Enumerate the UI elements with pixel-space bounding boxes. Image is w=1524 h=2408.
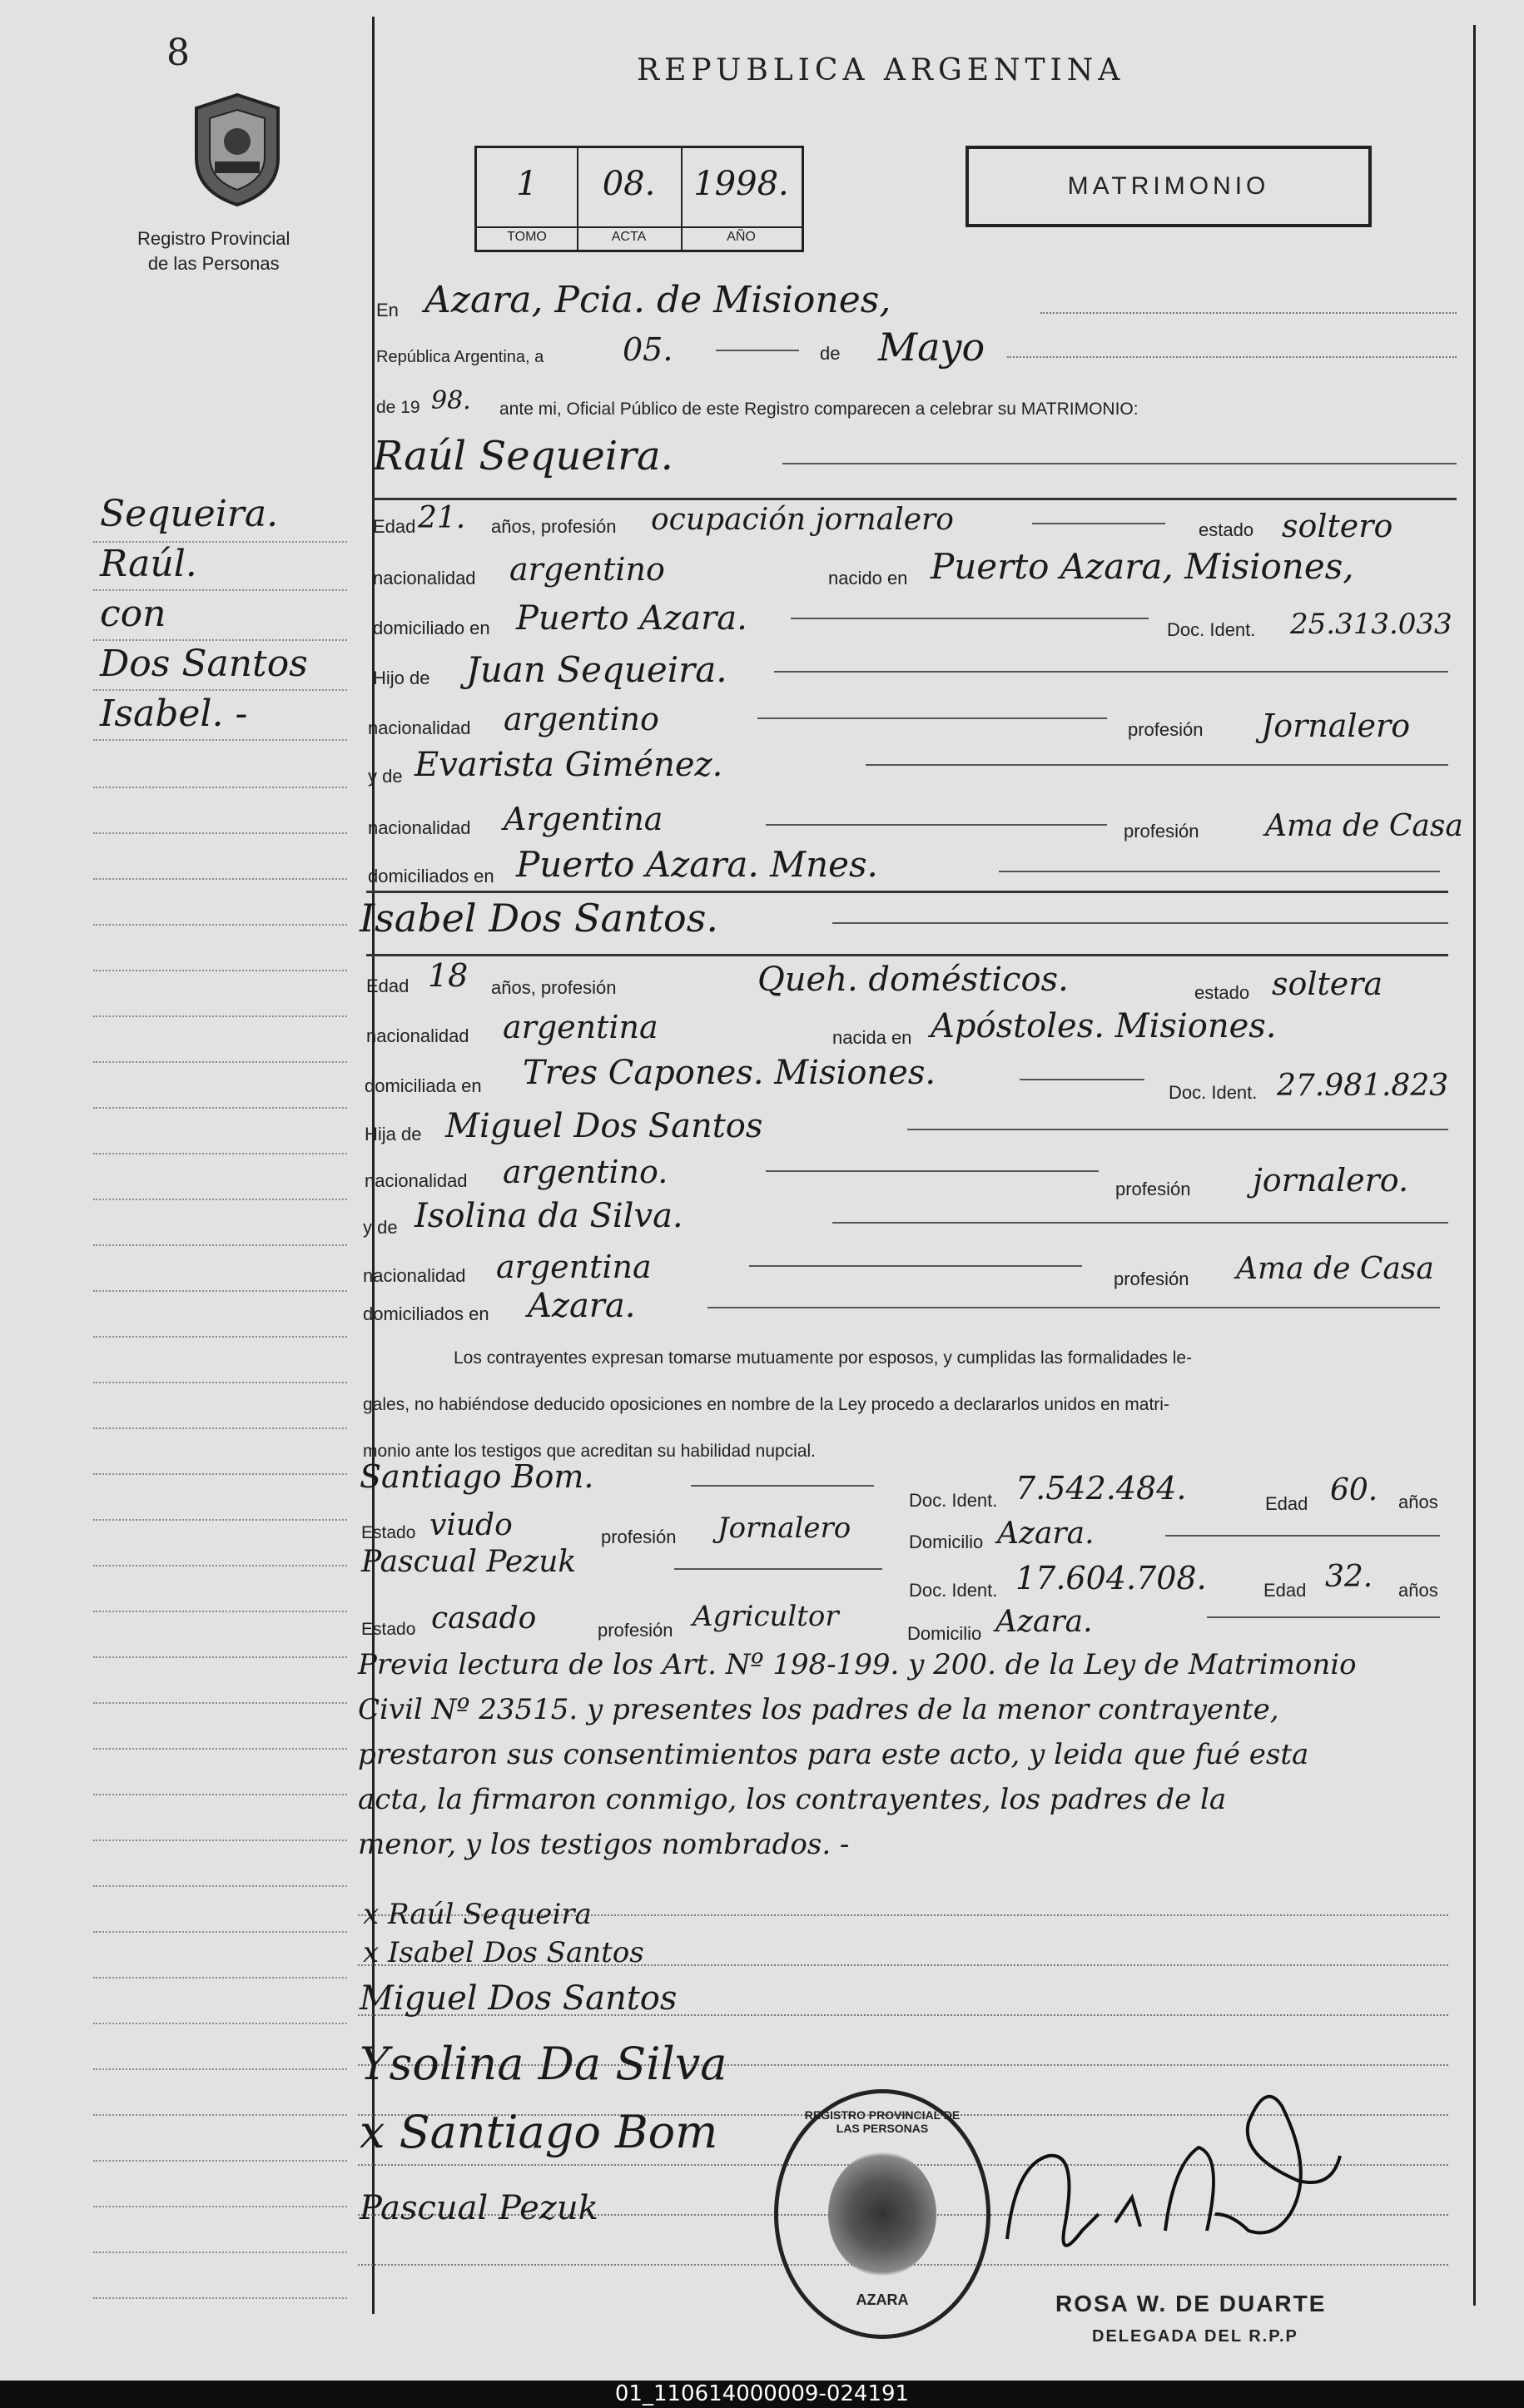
year-prefix: de 19 <box>376 398 420 417</box>
groom-father-name: Juan Sequeira. <box>466 649 727 690</box>
witness-2-name: Pascual Pezuk <box>361 1545 577 1579</box>
groom-mother-nat-label: nacionalidad <box>368 817 471 838</box>
acta-value: 08. <box>602 165 656 203</box>
witness-1-doc: 7.542.484. <box>1015 1470 1187 1507</box>
image-id-footer: 01_110614000009-024191 <box>0 2381 1524 2408</box>
groom-civil-status: soltero <box>1282 508 1393 544</box>
groom-domicilio-label: domiciliado en <box>373 618 490 638</box>
signature-groom: x Raúl Sequeira <box>363 1898 592 1931</box>
witness-1-estado-label: Estado <box>361 1523 416 1542</box>
witness-1-age: 60. <box>1330 1473 1378 1507</box>
page-title: REPUBLICA ARGENTINA <box>637 53 1125 87</box>
coat-of-arms-icon <box>185 92 290 208</box>
bride-estado-label: estado <box>1194 982 1250 1003</box>
witness-2-dom-label: Domicilio <box>907 1623 982 1644</box>
groom-estado-label: estado <box>1199 519 1254 540</box>
ceremony-year: 98. <box>431 386 471 415</box>
margin-note-line: con <box>100 593 166 635</box>
signature-bride-mother: Ysolina Da Silva <box>360 2038 727 2090</box>
acta-cell <box>577 148 683 250</box>
witness-2-civil-status: casado <box>431 1601 537 1636</box>
official-title: DELEGADA DEL R.P.P <box>1092 2327 1298 2346</box>
bride-profession: Queh. domésticos. <box>757 961 1069 999</box>
note-line: menor, y los testigos nombrados. - <box>358 1828 850 1861</box>
seal-text: REGISTRO PROVINCIAL DE LAS PERSONAS <box>804 2108 961 2135</box>
note-line: Civil Nº 23515. y presentes los padres de la menor contrayente, <box>358 1693 1279 1726</box>
groom-edad-label: Edad <box>373 516 416 537</box>
document-type-box: MATRIMONIO <box>966 146 1372 227</box>
bride-father-nationality: argentino. <box>503 1154 668 1190</box>
groom-years-profesion-label: años, profesión <box>491 516 617 537</box>
groom-nacido-label: nacido en <box>828 568 908 588</box>
groom-birthplace: Puerto Azara, Misiones, <box>931 546 1354 587</box>
ceremony-place: Azara, Pcia. de Misiones, <box>424 279 891 321</box>
witness-2-age: 32. <box>1325 1560 1373 1594</box>
registry-label: Registro Provincial de las Personas <box>137 228 290 274</box>
groom-nacionalidad-label: nacionalidad <box>373 568 476 588</box>
signature-witness-2: Pascual Pezuk <box>360 2189 598 2227</box>
witness-1-civil-status: viudo <box>429 1508 513 1542</box>
bride-edad-label: Edad <box>366 976 410 996</box>
bride-civil-status: soltera <box>1272 966 1383 1002</box>
witness-2-prof-label: profesión <box>598 1620 673 1641</box>
margin-note-line: Raúl. <box>100 543 197 585</box>
bride-father-profession: jornalero. <box>1253 1162 1409 1199</box>
bride-mother-name: Isolina da Silva. <box>415 1197 683 1235</box>
bride-mother-nat-label: nacionalidad <box>363 1265 466 1286</box>
margin-note-line: Isabel. - <box>100 693 248 735</box>
right-margin-rule <box>1473 25 1476 2306</box>
witness-1-domicile: Azara. <box>997 1517 1095 1551</box>
ceremony-month: Mayo <box>878 325 985 370</box>
bride-parents-domicile: Azara. <box>528 1287 636 1325</box>
witness-2-domicile: Azara. <box>995 1605 1093 1639</box>
witness-1-doc-label: Doc. Ident. <box>909 1490 998 1511</box>
bride-nationality: argentina <box>503 1009 658 1045</box>
groom-mother-profession: Ama de Casa <box>1265 809 1463 843</box>
groom-parents-dom-label: domiciliados en <box>368 866 494 886</box>
bride-mother-nationality: argentina <box>496 1249 652 1285</box>
signature-bride: x Isabel Dos Santos <box>363 1936 644 1969</box>
witness-2-doc: 17.604.708. <box>1015 1560 1207 1596</box>
ano-label: AÑO <box>681 226 802 245</box>
tomo-value: 1 <box>516 165 538 203</box>
ano-cell <box>681 148 802 250</box>
groom-father-nationality: argentino <box>504 701 659 737</box>
groom-doc-number: 25.313.033 <box>1290 608 1452 641</box>
bride-years-profesion-label: años, profesión <box>491 977 617 998</box>
witness-2-profession: Agricultor <box>693 1600 839 1633</box>
intro-statement: ante mi, Oficial Público de este Registro comparecen a celebrar su MATRIMONIO: <box>499 400 1139 419</box>
groom-profession: ocupación jornalero <box>651 503 954 537</box>
bride-name: Isabel Dos Santos. <box>360 896 718 941</box>
groom-hijo-label: Hijo de <box>373 668 430 688</box>
witness-2-estado-label: Estado <box>361 1620 416 1639</box>
witness-1-dom-label: Domicilio <box>909 1532 984 1552</box>
bride-domicile: Tres Capones. Misiones. <box>523 1054 936 1092</box>
ceremony-day: 05. <box>623 331 673 368</box>
witness-1-anos-label: años <box>1398 1492 1438 1512</box>
groom-father-nat-label: nacionalidad <box>368 717 471 738</box>
groom-domicile: Puerto Azara. <box>516 599 747 638</box>
official-name: ROSA W. DE DUARTE <box>1055 2291 1327 2316</box>
en-label: En <box>376 300 399 320</box>
bride-mother-prof-label: profesión <box>1114 1269 1189 1289</box>
groom-father-prof-label: profesión <box>1128 719 1204 740</box>
signature-bride-father: Miguel Dos Santos <box>360 1979 678 2018</box>
left-margin-rule <box>372 17 375 2314</box>
bride-y-de-label: y de <box>363 1217 398 1238</box>
bride-nacida-label: nacida en <box>832 1027 912 1048</box>
seal-place: AZARA <box>856 2291 909 2308</box>
witness-2-edad-label: Edad <box>1263 1580 1307 1601</box>
republic-label: República Argentina, a <box>376 348 544 366</box>
groom-parents-domicile: Puerto Azara. Mnes. <box>516 844 878 885</box>
groom-age: 21. <box>418 501 466 535</box>
acta-reference-box <box>474 146 804 252</box>
official-seal <box>774 2089 990 2339</box>
bride-hija-label: Hija de <box>365 1124 422 1144</box>
margin-note-line: Sequeira. <box>100 493 279 535</box>
bride-father-nat-label: nacionalidad <box>365 1170 468 1191</box>
witness-2-doc-label: Doc. Ident. <box>909 1580 998 1601</box>
tomo-cell <box>477 148 578 250</box>
de-label: de <box>820 343 841 364</box>
seal-emblem-icon <box>828 2152 936 2276</box>
official-signature <box>999 2073 1348 2289</box>
groom-mother-nationality: Argentina <box>504 801 663 837</box>
ano-value: 1998. <box>693 165 789 203</box>
bride-father-name: Miguel Dos Santos <box>445 1107 763 1145</box>
acta-label: ACTA <box>577 226 681 245</box>
bride-parents-dom-label: domiciliados en <box>363 1303 489 1324</box>
note-line: Previa lectura de los Art. Nº 198-199. y 200. de la Ley de Matrimonio <box>358 1648 1357 1681</box>
margin-note-line: Dos Santos <box>100 643 308 685</box>
witness-1-name: Santiago Bom. <box>360 1458 594 1495</box>
page-number: 8 <box>166 32 190 74</box>
groom-doc-label: Doc. Ident. <box>1167 619 1256 640</box>
bride-domicilio-label: domiciliada en <box>365 1075 482 1096</box>
note-line: acta, la firmaron conmigo, los contrayentes, los padres de la <box>358 1783 1227 1816</box>
bride-father-prof-label: profesión <box>1115 1179 1191 1199</box>
bride-birthplace: Apóstoles. Misiones. <box>931 1007 1277 1045</box>
note-line: prestaron sus consentimientos para este acto, y leida que fué esta <box>358 1738 1309 1771</box>
bride-mother-profession: Ama de Casa <box>1236 1252 1434 1286</box>
groom-nationality: argentino <box>509 551 665 588</box>
declaration-line: gales, no habiéndose deducido oposiciones en nombre de la Ley procedo a declararlos unidos en matri- <box>363 1395 1169 1414</box>
groom-father-profession: Jornalero <box>1261 708 1411 744</box>
groom-y-de-label: y de <box>368 766 403 787</box>
groom-mother-prof-label: profesión <box>1124 821 1199 842</box>
witness-1-prof-label: profesión <box>601 1527 677 1547</box>
tomo-label: TOMO <box>477 226 577 245</box>
witness-1-profession: Jornalero <box>717 1512 851 1545</box>
declaration-line: Los contrayentes expresan tomarse mutuamente por esposos, y cumplidas las formalidades le- <box>454 1348 1193 1368</box>
bride-nacionalidad-label: nacionalidad <box>366 1025 469 1046</box>
signature-witness-1: x Santiago Bom <box>360 2106 718 2158</box>
witness-1-edad-label: Edad <box>1265 1493 1308 1514</box>
bride-doc-label: Doc. Ident. <box>1169 1082 1258 1103</box>
bride-doc-number: 27.981.823 <box>1277 1069 1449 1103</box>
declaration-line: monio ante los testigos que acreditan su habilidad nupcial. <box>363 1442 817 1461</box>
witness-2-anos-label: años <box>1398 1580 1438 1601</box>
groom-mother-name: Evarista Giménez. <box>415 746 723 784</box>
groom-name: Raúl Sequeira. <box>373 433 673 479</box>
bride-age: 18 <box>428 957 469 994</box>
